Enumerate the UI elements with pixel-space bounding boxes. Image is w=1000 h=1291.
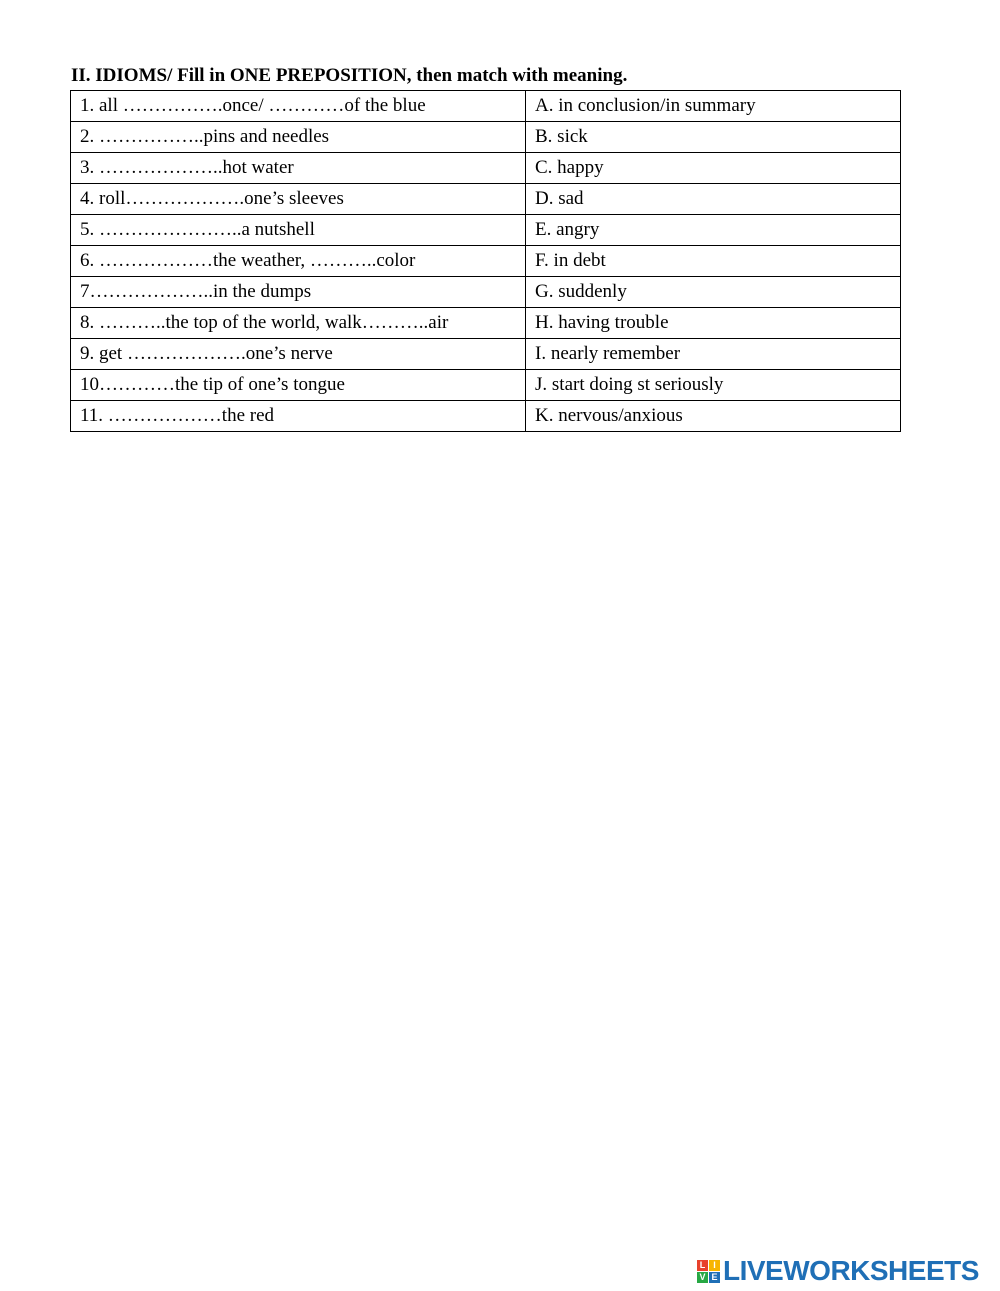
table-row [71,91,901,122]
meaning-cell: E. angry [526,215,901,246]
idioms-table [70,90,901,432]
meaning-cell: K. nervous/anxious [526,401,901,432]
table-row [71,246,901,277]
idiom-cell: 3. ………………..hot water [71,153,526,184]
table-row [71,370,901,401]
idiom-cell: 11. ………………the red [71,401,526,432]
logo-text: LIVEWORKSHEETS [723,1255,979,1286]
table-row [71,122,901,153]
idiom-cell: 2. ……………..pins and needles [71,122,526,153]
meaning-cell: H. having trouble [526,308,901,339]
meaning-cell: A. in conclusion/in summary [526,91,901,122]
idiom-cell: 6. ………………the weather, ………..color [71,246,526,277]
idiom-cell: 7………………..in the dumps [71,277,526,308]
table-row [71,277,901,308]
table-row [71,153,901,184]
meaning-cell: G. suddenly [526,277,901,308]
meaning-cell: J. start doing st seriously [526,370,901,401]
idiom-cell: 10…………the tip of one’s tongue [71,370,526,401]
meaning-cell: I. nearly remember [526,339,901,370]
idiom-cell: 5. …………………..a nutshell [71,215,526,246]
table-row [71,308,901,339]
table-row [71,339,901,370]
logo-block-l: L [697,1260,708,1271]
logo-block-e: E [709,1272,720,1283]
table-row [71,215,901,246]
liveworksheets-logo[interactable] [697,1255,979,1287]
meaning-cell: D. sad [526,184,901,215]
logo-icon [697,1260,720,1283]
table-row [71,184,901,215]
logo-block-v: V [697,1272,708,1283]
table-row [71,401,901,432]
idiom-cell: 1. all …………….once/ …………of the blue [71,91,526,122]
logo-block-i: I [709,1260,720,1271]
worksheet-heading: II. IDIOMS/ Fill in ONE PREPOSITION, then match with meaning. [71,65,628,86]
idiom-cell: 8. ………..the top of the world, walk………..air [71,308,526,339]
meaning-cell: B. sick [526,122,901,153]
meaning-cell: F. in debt [526,246,901,277]
idiom-cell: 4. roll……………….one’s sleeves [71,184,526,215]
idiom-cell: 9. get ……………….one’s nerve [71,339,526,370]
meaning-cell: C. happy [526,153,901,184]
